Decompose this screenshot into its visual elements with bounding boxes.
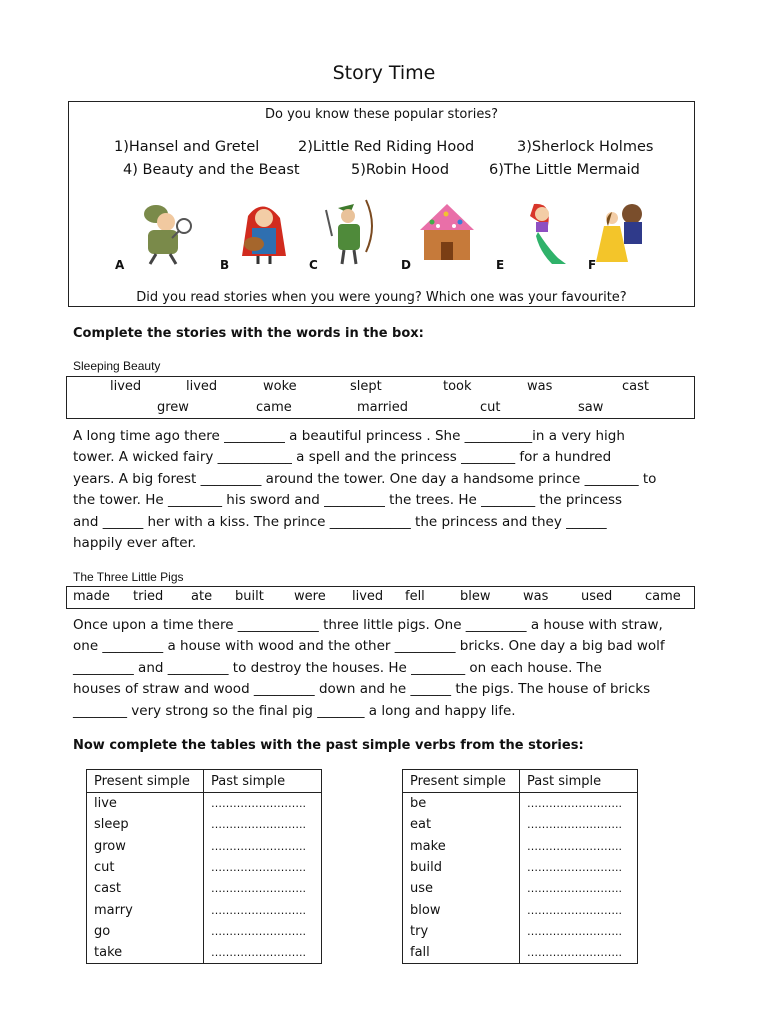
verb-present: eat	[403, 814, 520, 835]
verb-table-left	[86, 769, 322, 964]
word-cast: cast	[622, 379, 649, 394]
word-made: made	[73, 589, 110, 604]
story-title-6: 6)The Little Mermaid	[489, 162, 640, 178]
story-title-1: 1)Hansel and Gretel	[114, 139, 260, 155]
answer-blank: ……………………..	[520, 942, 638, 964]
header-present-simple: Present simple	[87, 770, 204, 793]
verb-present: live	[87, 793, 204, 815]
robin-hood-illustration	[316, 196, 386, 268]
three-pigs-title: The Three Little Pigs	[73, 570, 184, 584]
verb-present: make	[403, 836, 520, 857]
word-were: were	[294, 589, 326, 604]
answer-blank: ……………………..	[204, 921, 322, 942]
text-line: Once upon a time there ____________ three little pigs. One _________ a house with straw,	[73, 617, 663, 633]
verb-present: try	[403, 921, 520, 942]
little-mermaid-illustration	[508, 196, 578, 268]
word-fell: fell	[405, 589, 425, 604]
text-line: the tower. He ________ his sword and _________ the trees. He ________ the princess	[73, 492, 623, 509]
picture-letter-c: C	[309, 258, 318, 272]
header-past-simple: Past simple	[204, 770, 322, 793]
word-cut: cut	[480, 400, 501, 415]
word-lived: lived	[352, 589, 384, 604]
word-slept: slept	[350, 379, 382, 394]
intro-bottom-question: Did you read stories when you were young? Which one was your favourite?	[136, 290, 627, 305]
three-pigs-text	[73, 615, 698, 722]
text-line: one _________ a house with wood and the other _________ bricks. One day a big bad wolf	[73, 638, 665, 655]
word-lived: lived	[186, 379, 218, 394]
word-came: came	[645, 589, 681, 604]
picture-letter-d: D	[401, 258, 411, 272]
verb-present: cut	[87, 857, 204, 878]
word-was: was	[527, 379, 553, 394]
complete-heading: Complete the stories with the words in the box:	[73, 326, 424, 341]
story-title-3: 3)Sherlock Holmes	[517, 139, 654, 155]
gingerbread-house-illustration	[412, 196, 482, 268]
page-title: Story Time	[332, 62, 436, 84]
verb-present: cast	[87, 878, 204, 899]
verb-present: be	[403, 793, 520, 815]
word-came: came	[256, 400, 292, 415]
answer-blank: ……………………..	[204, 793, 322, 815]
text-line: tower. A wicked fairy ___________ a spell and the princess ________ for a hundred	[73, 449, 612, 466]
answer-blank: ……………………..	[204, 878, 322, 899]
intro-question: Do you know these popular stories?	[264, 107, 499, 122]
answer-blank: ……………………..	[520, 793, 638, 815]
text-line: A long time ago there _________ a beautiful princess . She __________in a very high	[73, 428, 625, 444]
sleeping-beauty-title: Sleeping Beauty	[73, 359, 161, 373]
word-tried: tried	[133, 589, 164, 604]
story-title-4: 4) Beauty and the Beast	[123, 162, 300, 178]
answer-blank: ……………………..	[204, 857, 322, 878]
header-present-simple: Present simple	[403, 770, 520, 793]
answer-blank: ……………………..	[520, 921, 638, 942]
beauty-and-beast-illustration	[590, 196, 660, 268]
story-title-2: 2)Little Red Riding Hood	[298, 139, 475, 155]
verb-present: sleep	[87, 814, 204, 835]
picture-letter-f: F	[588, 258, 597, 272]
header-past-simple: Past simple	[520, 770, 638, 793]
word-built: built	[235, 589, 264, 604]
picture-letter-b: B	[220, 258, 230, 272]
verb-table-right	[402, 769, 638, 964]
word-took: took	[443, 379, 472, 394]
verb-present: fall	[403, 942, 520, 964]
answer-blank: ……………………..	[520, 878, 638, 899]
word-saw: saw	[578, 400, 604, 415]
word-grew: grew	[157, 400, 189, 415]
tables-heading: Now complete the tables with the past simple verbs from the stories:	[73, 738, 584, 753]
answer-blank: ……………………..	[204, 899, 322, 920]
word-lived: lived	[110, 379, 142, 394]
verb-present: marry	[87, 899, 204, 920]
picture-letter-a: A	[115, 258, 125, 272]
verb-present: take	[87, 942, 204, 964]
text-line: happily ever after.	[73, 535, 197, 552]
verb-present: use	[403, 878, 520, 899]
answer-blank: ……………………..	[204, 836, 322, 857]
answer-blank: ……………………..	[204, 942, 322, 964]
word-was: was	[523, 589, 549, 604]
picture-letter-e: E	[496, 258, 505, 272]
verb-present: go	[87, 921, 204, 942]
answer-blank: ……………………..	[520, 814, 638, 835]
text-line: ________ very strong so the final pig _______ a long and happy life.	[73, 702, 516, 719]
verb-present: blow	[403, 899, 520, 920]
sherlock-illustration	[132, 196, 202, 268]
story-title-5: 5)Robin Hood	[351, 162, 450, 178]
text-line: and ______ her with a kiss. The prince ____________ the princess and they ______	[73, 513, 607, 530]
word-woke: woke	[263, 379, 297, 394]
verb-present: grow	[87, 836, 204, 857]
answer-blank: ……………………..	[204, 814, 322, 835]
text-line: years. A big forest _________ around the tower. One day a handsome prince ________ to	[73, 470, 657, 487]
word-blew: blew	[460, 589, 491, 604]
word-married: married	[357, 400, 408, 415]
answer-blank: ……………………..	[520, 899, 638, 920]
sleeping-beauty-text	[73, 426, 698, 554]
verb-present: build	[403, 857, 520, 878]
word-ate: ate	[191, 589, 213, 604]
answer-blank: ……………………..	[520, 857, 638, 878]
answer-blank: ……………………..	[520, 836, 638, 857]
text-line: _________ and _________ to destroy the houses. He ________ on each house. The	[73, 659, 602, 676]
red-riding-hood-illustration	[228, 196, 298, 268]
text-line: houses of straw and wood _________ down and he ______ the pigs. The house of bricks	[73, 681, 651, 698]
word-used: used	[581, 589, 613, 604]
